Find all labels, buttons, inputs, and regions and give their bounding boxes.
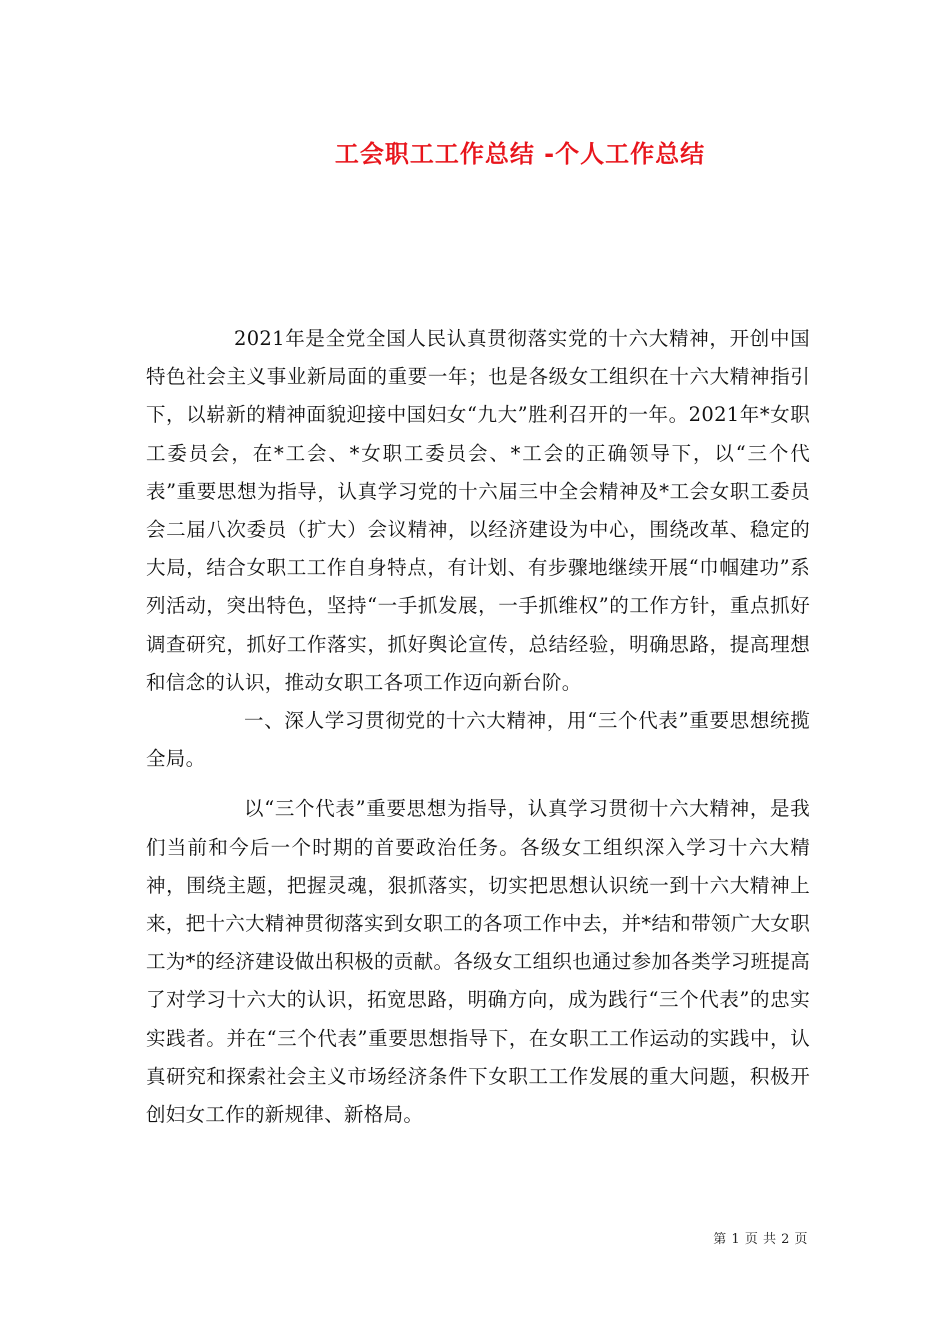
document-body: [146, 320, 810, 1134]
section-heading-1: 一、深人学习贯彻党的十六大精神，用“三个代表”重要思想统揽全局。: [146, 709, 810, 771]
document-title: 工会职工工作总结 -个人工作总结: [334, 140, 706, 168]
paragraph-intro: 2021年是全党全国人民认真贯彻落实党的十六大精神，开创中国特色社会主义事业新局面的重要一年；也是各级女工组织在十六大精神指引下，以崭新的精神面貌迎接中国妇女“九大”胜利召开的一年。2021年*女职工委员会，在*工会、*女职工委员会、*工会的正确领导下，以“三个代表”重要思想为指导，认真学习党的十六届三中全会精神及*工会女职工委员会二届八次委员（扩大）会议精神，以经济建设为中心，围绕改革、稳定的大局，结合女职工工作自身特点，有计划、有步骤地继续开展“巾帼建功”系列活动，突出特色，坚持“一手抓发展，一手抓维权”的工作方针，重点抓好调查研究，抓好工作落实，抓好舆论宣传，总结经验，明确思路，提高理想和信念的认识，推动女职工各项工作迈向新台阶。: [146, 327, 810, 694]
paragraph-section-1: 以“三个代表”重要思想为指导，认真学习贯彻十六大精神，是我们当前和今后一个时期的首要政治任务。各级女工组织深入学习十六大精神，围绕主题，把握灵魂，狠抓落实，切实把思想认识统一到十六大精神上来，把十六大精神贯彻落实到女职工的各项工作中去，并*结和带领广大女职工为*的经济建设做出积极的贡献。各级女工组织也通过参加各类学习班提高了对学习十六大的认识，拓宽思路，明确方向，成为践行“三个代表”的忠实实践者。并在“三个代表”重要思想指导下，在女职工工作运动的实践中，认真研究和探索社会主义市场经济条件下女职工工作发展的重大问题，积极开创妇女工作的新规律、新格局。: [146, 797, 810, 1127]
page-number-footer: 第 1 页 共 2 页: [713, 1232, 808, 1247]
